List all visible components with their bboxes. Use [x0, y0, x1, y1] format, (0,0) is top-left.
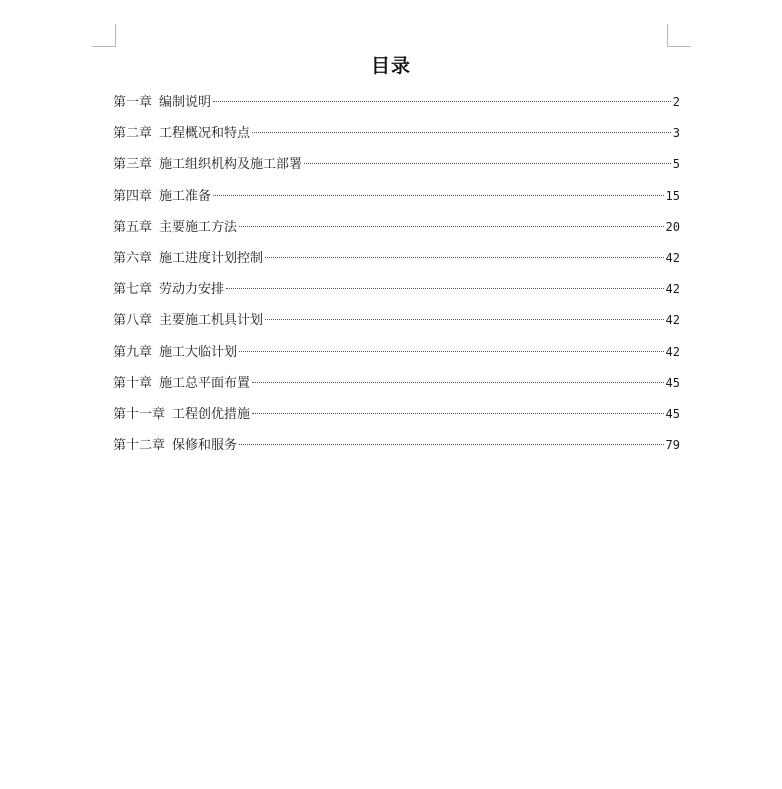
toc-chapter-number: 第十一章	[113, 406, 166, 422]
toc-page-number: 42	[665, 313, 680, 328]
toc-chapter-number: 第五章	[113, 219, 153, 235]
toc-dot-leader	[265, 257, 664, 258]
toc-chapter-title: 主要施工方法	[159, 219, 238, 235]
toc-chapter-number: 第八章	[113, 313, 153, 329]
toc-chapter-title: 施工总平面布置	[159, 375, 251, 391]
toc-entry-label	[113, 183, 211, 211]
toc-dot-leader	[252, 382, 664, 383]
toc-entry[interactable]	[113, 244, 680, 275]
toc-chapter-number: 第二章	[113, 126, 153, 142]
toc-entry[interactable]	[113, 275, 680, 306]
toc-page-number: 3	[672, 126, 680, 141]
toc-entry[interactable]	[113, 369, 680, 400]
toc-dot-leader	[213, 195, 664, 196]
toc-entry[interactable]	[113, 88, 680, 119]
toc-page-number: 42	[665, 344, 680, 359]
toc-dot-leader	[252, 413, 664, 414]
toc-page-number: 45	[665, 375, 680, 390]
toc-entry-label	[113, 214, 237, 242]
toc-chapter-title: 编制说明	[159, 95, 212, 110]
toc-chapter-number: 第四章	[113, 188, 153, 204]
toc-entry-label	[113, 307, 263, 335]
toc-chapter-title: 工程概况和特点	[159, 126, 251, 142]
toc-chapter-title: 劳动力安排	[159, 282, 225, 298]
toc-entry-label	[113, 120, 250, 148]
toc-chapter-number: 第一章	[113, 95, 153, 110]
toc-entry-label	[113, 370, 250, 398]
toc-chapter-title: 施工组织机构及施工部署	[159, 157, 303, 173]
toc-page-number: 45	[665, 406, 680, 421]
toc-chapter-number: 第十二章	[113, 438, 166, 454]
toc-entry[interactable]	[113, 306, 680, 337]
toc-entry-label	[113, 339, 237, 367]
toc-dot-leader	[239, 226, 664, 227]
toc-chapter-number: 第七章	[113, 282, 153, 298]
toc-page-number: 20	[665, 219, 680, 234]
toc-dot-leader	[226, 288, 664, 289]
toc-chapter-number: 第十章	[113, 375, 153, 391]
toc-page-number: 42	[665, 250, 680, 265]
toc-entry[interactable]	[113, 150, 680, 181]
toc-chapter-number: 第九章	[113, 344, 153, 360]
toc-page-number: 2	[672, 95, 680, 109]
toc-page-number: 79	[665, 438, 680, 453]
toc-chapter-title: 主要施工机具计划	[159, 313, 264, 329]
toc-entry-label	[113, 151, 302, 179]
toc-chapter-title: 施工大临计划	[159, 344, 238, 360]
toc-chapter-number: 第六章	[113, 250, 153, 266]
toc-entry-label	[113, 401, 250, 429]
toc-chapter-title: 工程创优措施	[172, 406, 251, 422]
toc-dot-leader	[304, 163, 671, 164]
toc-entry-label	[113, 89, 211, 117]
toc-page-number: 42	[665, 282, 680, 297]
top-left-margin-mark	[92, 24, 116, 47]
toc-entry-label	[113, 432, 237, 460]
toc-dot-leader	[213, 101, 671, 102]
toc-entry[interactable]	[113, 119, 680, 150]
toc-entry[interactable]	[113, 182, 680, 213]
toc-entry[interactable]	[113, 400, 680, 431]
toc-dot-leader	[239, 351, 664, 352]
toc-dot-leader	[265, 319, 664, 320]
toc-page-number: 5	[672, 157, 680, 172]
toc-entry[interactable]	[113, 338, 680, 369]
toc-entry[interactable]	[113, 431, 680, 462]
toc-list	[113, 88, 680, 462]
toc-title: 目录	[370, 55, 411, 77]
toc-page-number: 15	[665, 188, 680, 203]
toc-entry[interactable]	[113, 213, 680, 244]
toc-chapter-number: 第三章	[113, 157, 153, 173]
toc-entry-label	[113, 276, 224, 304]
toc-dot-leader	[252, 132, 671, 133]
toc-chapter-title: 保修和服务	[172, 438, 238, 454]
toc-chapter-title: 施工进度计划控制	[159, 250, 264, 266]
toc-chapter-title: 施工准备	[159, 188, 212, 204]
top-right-margin-mark	[667, 24, 691, 47]
toc-dot-leader	[239, 444, 664, 445]
toc-entry-label	[113, 245, 263, 273]
